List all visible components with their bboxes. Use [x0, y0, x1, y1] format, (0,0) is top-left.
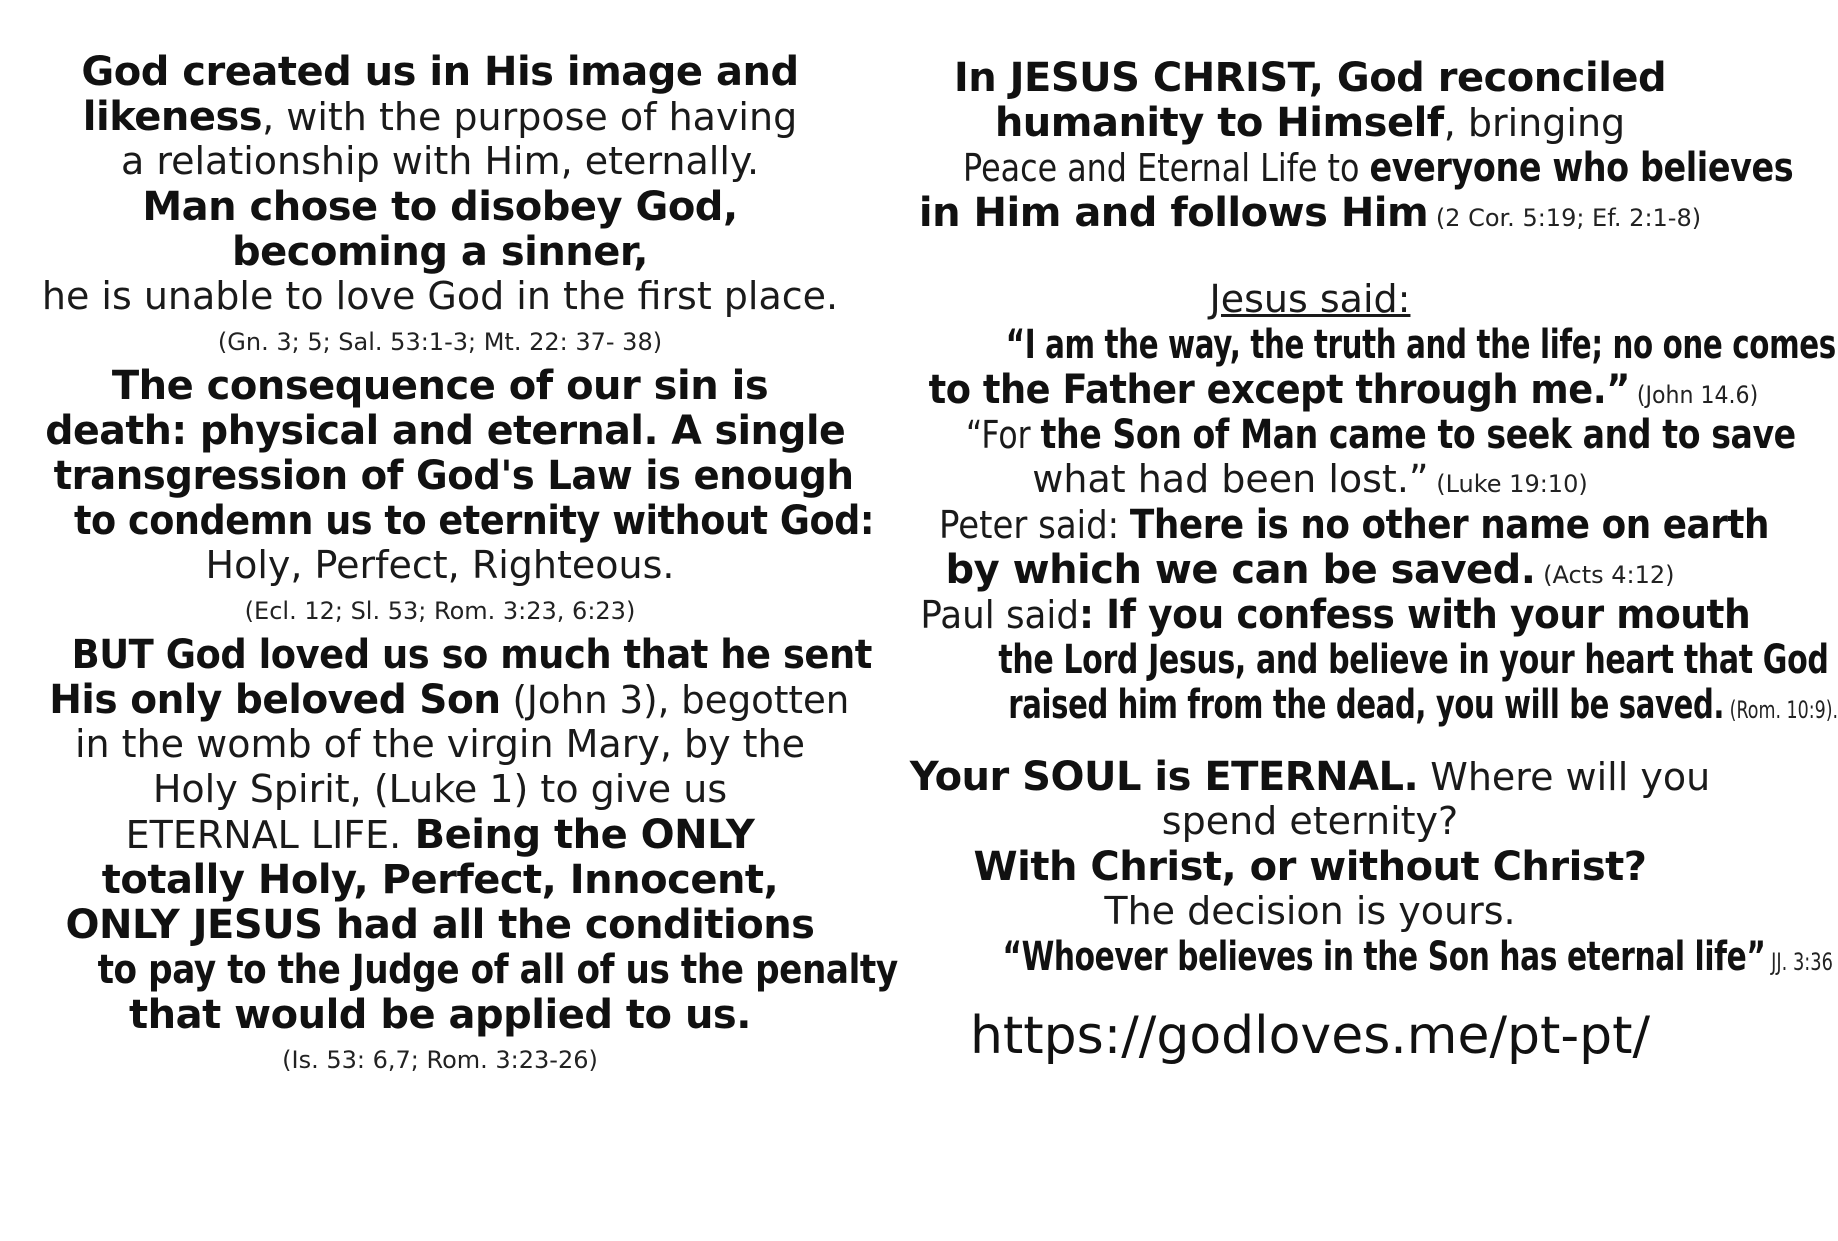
bold-phrase: by which we can be saved.	[945, 547, 1536, 593]
text-line: God created us in His image and	[81, 49, 799, 95]
text-line	[895, 190, 1725, 236]
bold-phrase: : If you confess with your mouth	[1078, 592, 1751, 638]
regular-phrase: what had been lost.”	[1032, 457, 1429, 501]
text-line	[963, 145, 1794, 191]
scripture-reference: JJ. 3:36	[1765, 948, 1833, 976]
scripture-reference: (John 14.6)	[1629, 381, 1759, 409]
text-line: BUT God loved us so much that he sent	[71, 632, 872, 678]
bold-phrase: everyone who believes	[1369, 145, 1794, 191]
bold-phrase: There is no other name on earth	[1129, 502, 1770, 548]
text-line: In JESUS CHRIST, God reconciled	[953, 55, 1667, 101]
regular-phrase: , bringing	[1443, 101, 1626, 145]
scripture-reference: (Luke 19:10)	[1428, 470, 1588, 498]
text-line: that would be applied to us.	[129, 992, 751, 1038]
regular-phrase: ETERNAL LIFE.	[125, 813, 402, 857]
section-heading: Jesus said:	[1209, 277, 1411, 321]
regular-phrase: “For	[965, 413, 1041, 457]
regular-phrase: Paul said	[920, 593, 1079, 637]
text-line: a relationship with Him, eternally.	[120, 139, 760, 183]
text-line	[920, 592, 1751, 638]
text-line: The consequence of our sin is	[111, 363, 769, 409]
text-line: Holy, Perfect, Righteous.	[205, 543, 675, 587]
text-line	[1008, 682, 1838, 728]
scripture-reference: (Ecl. 12; Sl. 53; Rom. 3:23, 6:23)	[244, 597, 636, 625]
bold-phrase: likeness	[82, 94, 263, 140]
bold-phrase: the Son of Man came to seek and to save	[1040, 412, 1796, 458]
text-line: transgression of God's Law is enough	[53, 453, 854, 499]
text-line: ONLY JESUS had all the conditions	[65, 902, 815, 948]
text-line: spend eternity?	[1161, 799, 1459, 843]
bold-phrase: His only beloved Son	[49, 677, 501, 723]
regular-phrase: Where will you	[1418, 755, 1711, 799]
text-line	[895, 100, 1725, 146]
bold-phrase: Being the ONLY	[401, 812, 755, 858]
scripture-reference: (Rom. 10:9).	[1724, 696, 1838, 724]
regular-phrase: Peter said:	[938, 503, 1130, 547]
scripture-reference: (2 Cor. 5:19; Ef. 2:1-8)	[1428, 204, 1702, 232]
text-line	[938, 502, 1770, 548]
regular-phrase: , with the purpose of having	[262, 95, 798, 139]
text-line: he is unable to love God in the first place.	[41, 274, 839, 318]
text-line: to pay to the Judge of all of us the penalty	[97, 947, 898, 993]
bold-phrase: “Whoever believes in the Son has eternal life”	[1002, 934, 1766, 980]
bold-phrase: to the Father except through me.”	[928, 367, 1630, 413]
text-line	[895, 754, 1725, 800]
text-line: Man chose to disobey God,	[142, 184, 738, 230]
text-line: The decision is yours.	[1104, 889, 1516, 933]
bold-phrase: raised him from the dead, you will be saved.	[1008, 682, 1725, 728]
text-line: totally Holy, Perfect, Innocent,	[101, 857, 779, 903]
text-line: becoming a sinner,	[232, 229, 648, 275]
bold-phrase: in Him and follows Him	[918, 190, 1429, 236]
text-line: the Lord Jesus, and believe in your heart that God	[998, 637, 1829, 683]
bold-phrase: humanity to Himself	[994, 100, 1444, 146]
text-line	[49, 677, 850, 723]
bold-phrase: Your SOUL is ETERNAL.	[909, 754, 1419, 800]
regular-phrase: Peace and Eternal Life to	[963, 146, 1370, 190]
text-line: “I am the way, the truth and the life; no one comes	[1005, 322, 1836, 368]
text-line: Holy Spirit, (Luke 1) to give us	[152, 767, 728, 811]
text-line: With Christ, or without Christ?	[973, 844, 1647, 890]
scripture-reference: (Acts 4:12)	[1535, 561, 1675, 589]
scripture-reference: (Gn. 3; 5; Sal. 53:1-3; Mt. 22: 37- 38)	[217, 328, 663, 356]
text-line: to condemn us to eternity without God:	[74, 498, 875, 544]
text-line	[40, 812, 840, 858]
text-line	[965, 412, 1796, 458]
text-line	[895, 547, 1725, 593]
website-link[interactable]: https://godloves.me/pt-pt/	[969, 1006, 1651, 1066]
text-line	[928, 367, 1759, 413]
text-line	[895, 457, 1725, 501]
text-line	[1002, 934, 1833, 980]
scripture-reference: (Is. 53: 6,7; Rom. 3:23-26)	[282, 1046, 598, 1074]
text-line: death: physical and eternal. A single	[45, 408, 846, 454]
text-line	[40, 94, 840, 140]
regular-phrase: (John 3), begotten	[500, 678, 850, 722]
text-line: in the womb of the virgin Mary, by the	[74, 722, 806, 766]
